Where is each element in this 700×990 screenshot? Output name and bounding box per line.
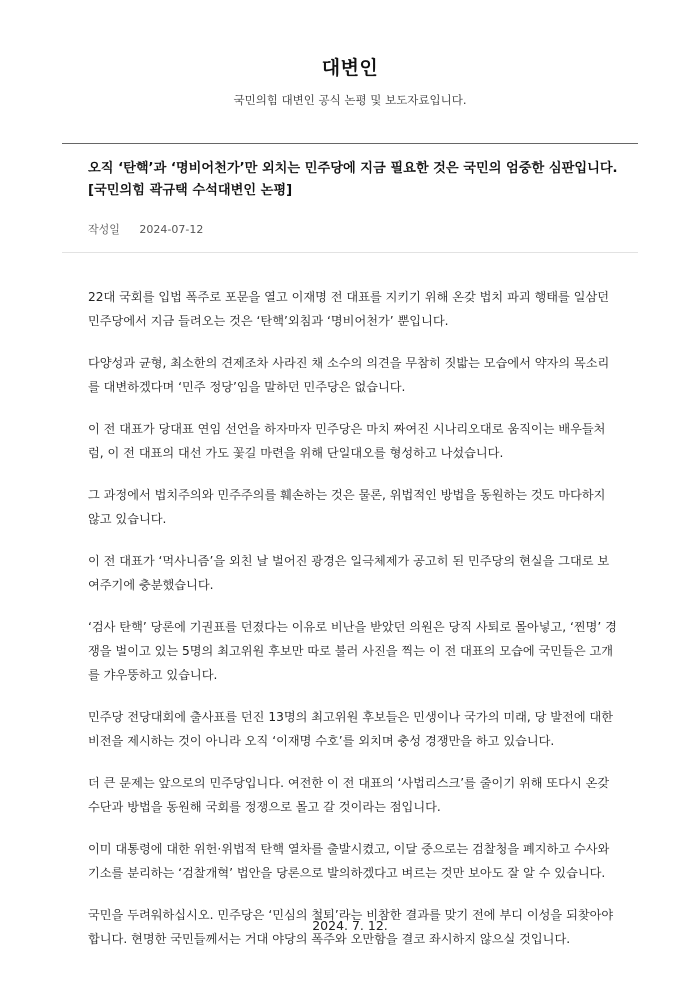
body-paragraph: 이 전 대표가 ‘먹사니즘’을 외친 날 벌어진 광경은 일극체제가 공고히 된 민주당의 현실을 그대로 보여주기에 충분했습니다. xyxy=(88,554,610,592)
body-paragraph: 더 큰 문제는 앞으로의 민주당입니다. 여전한 이 전 대표의 ‘사법리스크’를 줄이기 위해 또다시 온갖 수단과 방법을 동원해 국회를 정쟁으로 몰고 갈 것이라는 점입니다. xyxy=(88,776,610,814)
body-paragraph: ‘검사 탄핵’ 당론에 기권표를 던졌다는 이유로 비난을 받았던 의원은 당직 사퇴로 몰아넣고, ‘찐명’ 경쟁을 벌이고 있는 5명의 최고위원 후보만 따로 불러 사진을 찍는 이 전 대표의 모습에 국민들은 고개를 갸우뚱하고 있습니다. xyxy=(88,620,617,682)
meta-date: 2024-07-12 xyxy=(139,223,204,236)
body-paragraph: 다양성과 균형, 최소한의 견제조차 사라진 채 소수의 의견을 무참히 짓밟는 모습에서 약자의 목소리를 대변하겠다며 ‘민주 정당’임을 말하던 민주당은 없습니다. xyxy=(88,356,610,394)
meta-divider xyxy=(62,252,638,253)
body-paragraph: 민주당 전당대회에 출사표를 던진 13명의 최고위원 후보들은 민생이나 국가의 미래, 당 발전에 대한 비전을 제시하는 것이 아니라 오직 ‘이재명 수호’를 외치며 충성 경쟁만을 하고 있습니다. xyxy=(88,710,614,748)
body-paragraph: 이미 대통령에 대한 위헌·위법적 탄핵 열차를 출발시켰고, 이달 중으로는 검찰청을 폐지하고 수사와 기소를 분리하는 ‘검찰개혁’ 법안을 당론으로 발의하겠다고 벼르는 것만 보아도 잘 알 수 있습니다. xyxy=(88,842,610,880)
meta-label: 작성일 xyxy=(88,223,120,236)
header-divider xyxy=(62,143,638,144)
body-paragraph: 이 전 대표가 당대표 연임 선언을 하자마자 민주당은 마치 짜여진 시나리오대로 움직이는 배우들처럼, 이 전 대표의 대선 가도 꽃길 마련을 위해 단일대오를 형성하고 나섰습니다. xyxy=(88,422,606,460)
body-paragraph: 국민을 두려워하십시오. 민주당은 ‘민심의 철퇴’라는 비참한 결과를 맞기 전에 부디 이성을 되찾아야 합니다. 현명한 국민들께서는 거대 야당의 폭주와 오만함을 결코 좌시하지 않으실 것입니다. xyxy=(88,908,614,946)
body-paragraph: 그 과정에서 법치주의와 민주주의를 훼손하는 것은 물론, 위법적인 방법을 동원하는 것도 마다하지 않고 있습니다. xyxy=(88,488,606,526)
site-subtitle: 국민의힘 대변인 공식 논평 및 보도자료입니다. xyxy=(233,93,467,107)
article-title: 오직 ‘탄핵’과 ‘명비어천가’만 외치는 민주당에 지금 필요한 것은 국민의 엄중한 심판입니다. [국민의힘 곽규택 수석대변인 논평] xyxy=(88,161,618,198)
article-meta xyxy=(88,221,203,237)
body-paragraph: 22대 국회를 입법 폭주로 포문을 열고 이재명 전 대표를 지키기 위해 온갖 법치 파괴 행태를 일삼던 민주당에서 지금 들려오는 것은 ‘탄핵’외침과 ‘명비어천가’ 뿐입니다. xyxy=(88,290,609,328)
article-body xyxy=(88,285,620,969)
site-title[interactable]: 대변인 xyxy=(321,57,379,79)
closing-date: 2024. 7. 12. xyxy=(312,918,388,933)
